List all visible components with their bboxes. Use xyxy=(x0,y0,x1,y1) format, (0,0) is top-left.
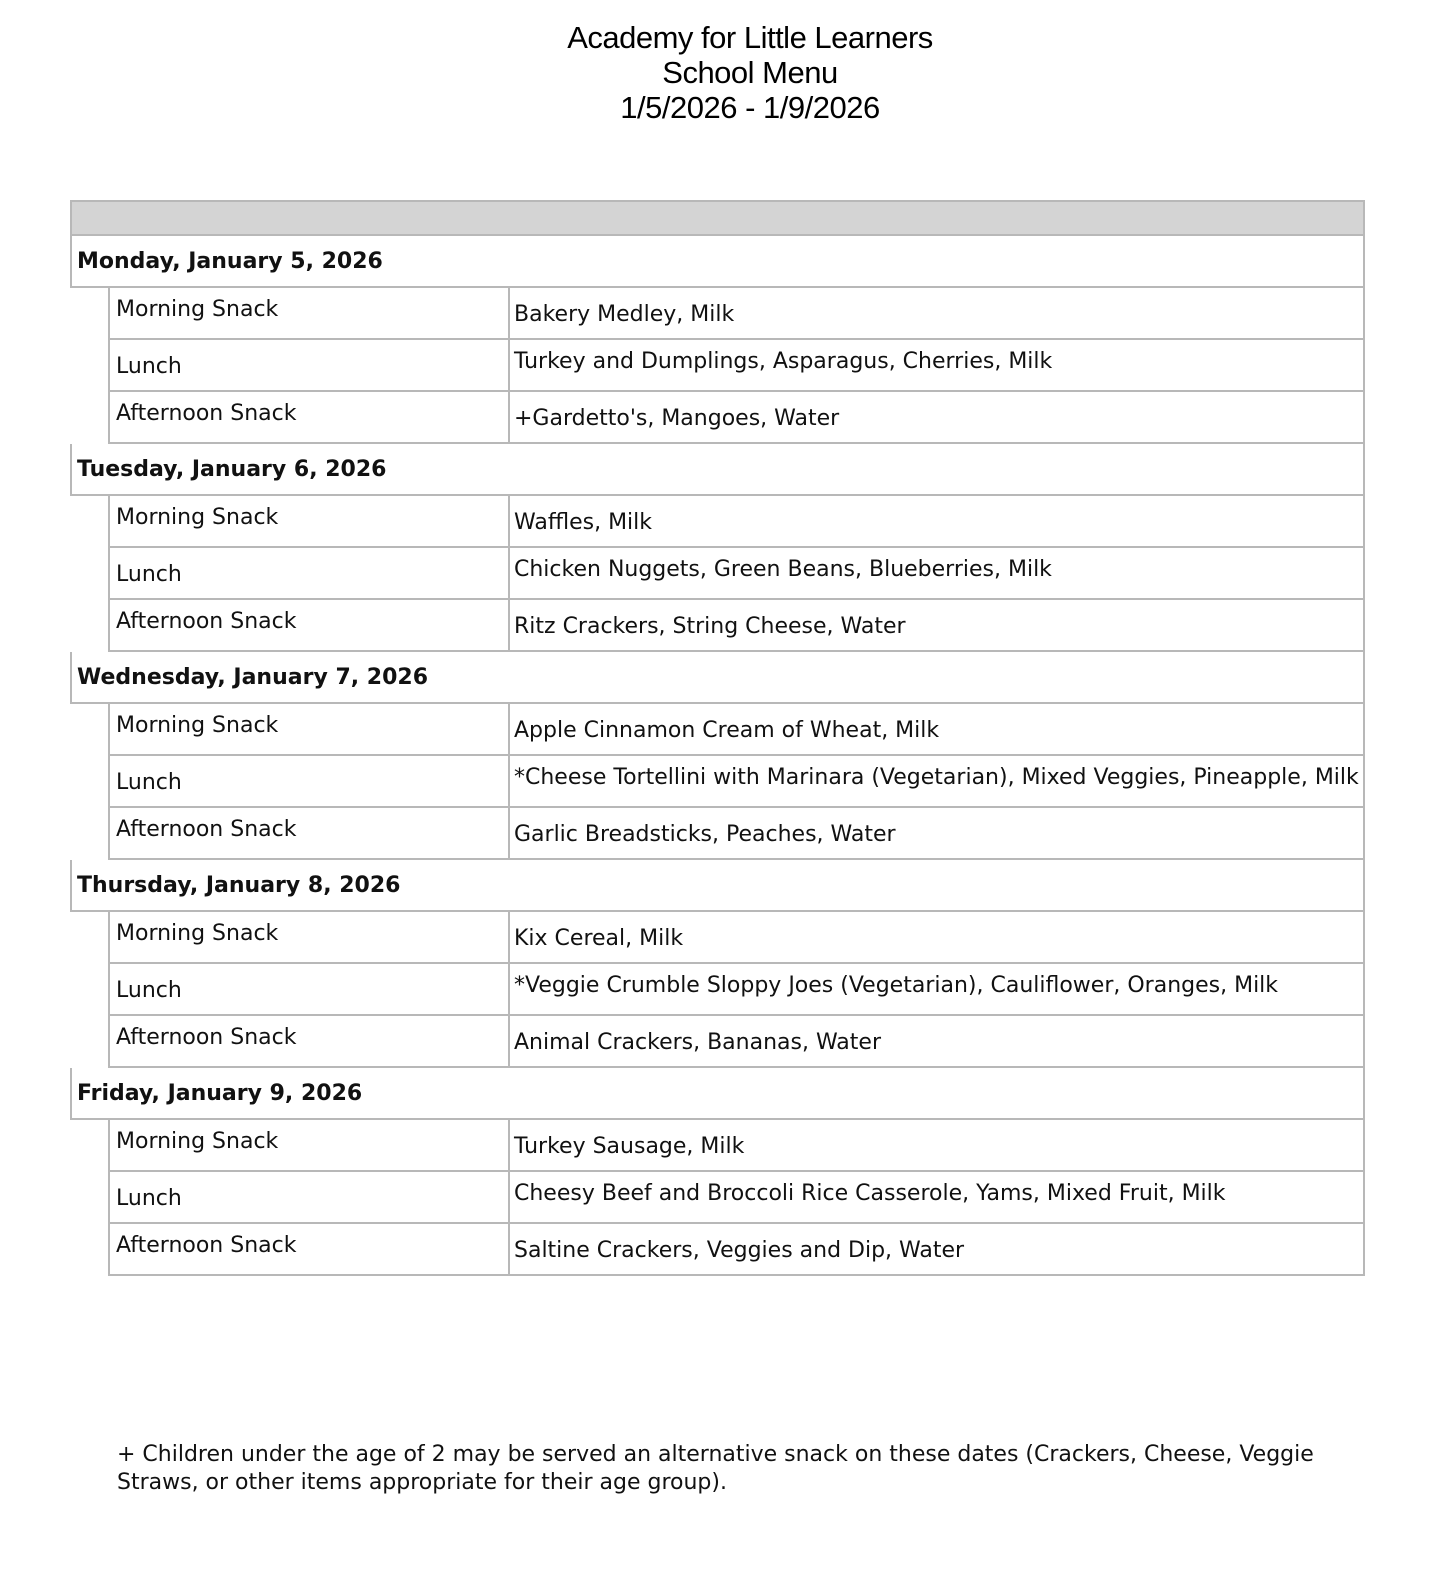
meal-items: Kix Cereal, Milk xyxy=(514,926,684,951)
meal-items: Turkey Sausage, Milk xyxy=(514,1134,745,1159)
meal-items: *Veggie Crumble Sloppy Joes (Vegetarian), Cauliflower, Oranges, Milk xyxy=(514,973,1279,998)
meal-row xyxy=(108,1120,1365,1172)
meal-name: Lunch xyxy=(110,548,510,598)
menu-header xyxy=(0,20,1451,125)
day-header-tuesday: Tuesday, January 6, 2026 xyxy=(70,444,1365,496)
meal-items: Bakery Medley, Milk xyxy=(514,302,735,327)
meal-items: Saltine Crackers, Veggies and Dip, Water xyxy=(514,1238,965,1263)
age-footnote: + Children under the age of 2 may be served an alternative snack on these dates (Crackers, Cheese, Veggie Straws, or other items appropriate for their age group). xyxy=(117,1442,1314,1495)
meal-name: Lunch xyxy=(110,340,510,390)
meal-items: *Cheese Tortellini with Marinara (Vegetarian), Mixed Veggies, Pineapple, Milk xyxy=(514,765,1359,790)
meal-name: Lunch xyxy=(110,964,510,1014)
meal-row xyxy=(108,964,1365,1016)
meal-row xyxy=(108,288,1365,340)
menu-table xyxy=(70,200,1365,1276)
meal-items: Chicken Nuggets, Green Beans, Blueberries, Milk xyxy=(514,557,1052,582)
meal-items: Waffles, Milk xyxy=(514,510,653,535)
meal-name: Morning Snack xyxy=(110,912,510,962)
meal-name: Lunch xyxy=(110,756,510,806)
meal-name: Afternoon Snack xyxy=(110,392,510,442)
meal-row xyxy=(108,496,1365,548)
meal-row xyxy=(108,600,1365,652)
meal-items: Garlic Breadsticks, Peaches, Water xyxy=(514,822,896,847)
meal-row xyxy=(108,1172,1365,1224)
meal-name: Afternoon Snack xyxy=(110,808,510,858)
meal-name: Afternoon Snack xyxy=(110,1224,510,1274)
meal-row xyxy=(108,340,1365,392)
meal-items: Animal Crackers, Bananas, Water xyxy=(514,1030,881,1055)
meal-row xyxy=(108,756,1365,808)
table-header-bar xyxy=(70,200,1365,236)
meal-row xyxy=(108,548,1365,600)
day-header-thursday: Thursday, January 8, 2026 xyxy=(70,860,1365,912)
meal-name: Afternoon Snack xyxy=(110,600,510,650)
meal-name: Morning Snack xyxy=(110,496,510,546)
meal-row xyxy=(108,912,1365,964)
meal-name: Morning Snack xyxy=(110,704,510,754)
meal-items: Cheesy Beef and Broccoli Rice Casserole, Yams, Mixed Fruit, Milk xyxy=(514,1181,1226,1206)
meal-name: Morning Snack xyxy=(110,1120,510,1170)
date-range: 1/5/2026 - 1/9/2026 xyxy=(620,90,880,125)
meal-row xyxy=(108,1224,1365,1276)
meal-items: Turkey and Dumplings, Asparagus, Cherries, Milk xyxy=(514,349,1053,374)
meal-name: Afternoon Snack xyxy=(110,1016,510,1066)
meal-items: Ritz Crackers, String Cheese, Water xyxy=(514,614,906,639)
meal-name: Morning Snack xyxy=(110,288,510,338)
menu-subtitle: School Menu xyxy=(662,55,838,90)
meal-row xyxy=(108,1016,1365,1068)
meal-row xyxy=(108,704,1365,756)
meal-row xyxy=(108,808,1365,860)
meal-name: Lunch xyxy=(110,1172,510,1222)
meal-items: +Gardetto's, Mangoes, Water xyxy=(514,406,840,431)
day-header-friday: Friday, January 9, 2026 xyxy=(70,1068,1365,1120)
day-header-monday: Monday, January 5, 2026 xyxy=(70,236,1365,288)
school-name: Academy for Little Learners xyxy=(567,20,933,55)
day-header-wednesday: Wednesday, January 7, 2026 xyxy=(70,652,1365,704)
meal-items: Apple Cinnamon Cream of Wheat, Milk xyxy=(514,718,940,743)
meal-row xyxy=(108,392,1365,444)
